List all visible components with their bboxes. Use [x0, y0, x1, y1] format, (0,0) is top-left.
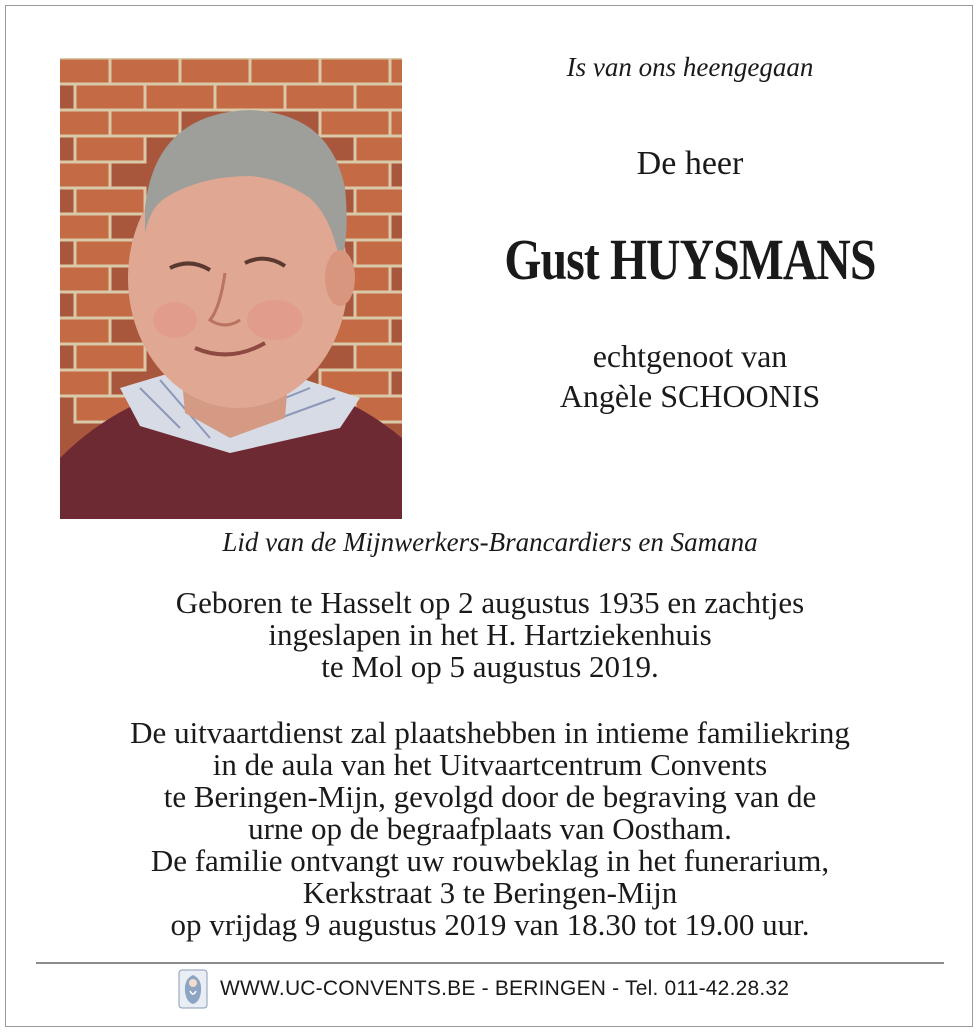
birth-line: te Mol op 5 augustus 2019.: [321, 649, 659, 684]
funeral-line: op vrijdag 9 augustus 2019 van 18.30 tot 19.00 uur.: [170, 907, 810, 942]
spouse-name: Angèle SCHOONIS: [559, 378, 821, 414]
birth-line: ingeslapen in het H. Hartziekenhuis: [268, 617, 712, 652]
spouse-label: echtgenoot van: [592, 338, 788, 374]
birth-line: Geboren te Hasselt op 2 augustus 1935 en zachtjes: [175, 585, 805, 620]
funeral-line: urne op de begraafplaats van Oostham.: [248, 811, 732, 846]
footer-divider: [36, 962, 944, 964]
birth-paragraph: [30, 587, 950, 683]
funeral-line: te Beringen-Mijn, gevolgd door de begraving van de: [163, 779, 817, 814]
footer: [178, 968, 789, 1010]
salutation: De heer: [636, 145, 744, 182]
funeral-paragraph: [30, 717, 950, 941]
footer-contact: WWW.UC-CONVENTS.BE - BERINGEN - Tel. 011-42.28.32: [220, 977, 790, 1000]
portrait-photo: [60, 58, 402, 519]
madonna-logo-icon: [178, 969, 208, 1009]
funeral-line: De uitvaartdienst zal plaatshebben in intieme familiekring: [130, 715, 850, 750]
funeral-line: in de aula van het Uitvaartcentrum Convents: [212, 747, 768, 782]
membership-line: Lid van de Mijnwerkers-Brancardiers en Samana: [222, 527, 758, 557]
funeral-line: De familie ontvangt uw rouwbeklag in het funerarium,: [150, 843, 830, 878]
intro-text: Is van ons heengegaan: [566, 52, 814, 82]
funeral-line: Kerkstraat 3 te Beringen-Mijn: [302, 875, 678, 910]
deceased-name: Gust HUYSMANS: [504, 227, 876, 292]
